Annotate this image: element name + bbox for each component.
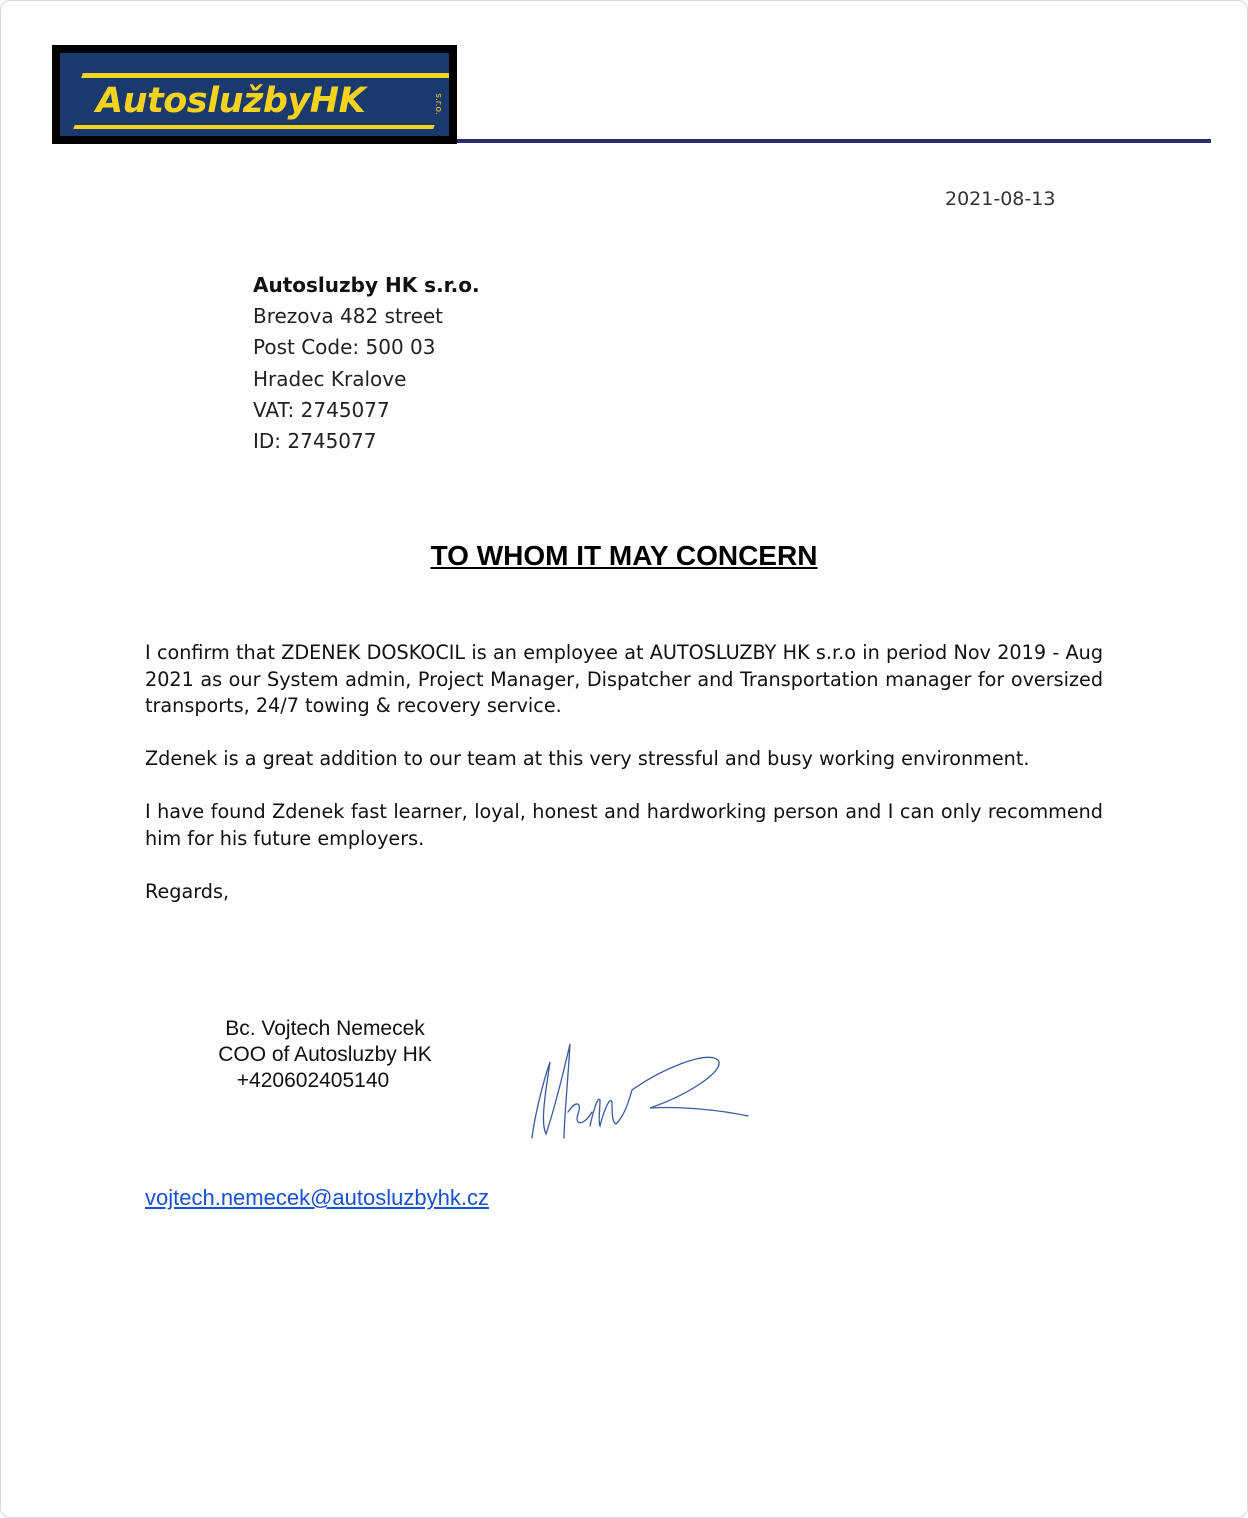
logo-wordmark: AutoslužbyHK [96, 81, 366, 121]
letter-body [145, 640, 1103, 932]
logo-panel [60, 53, 449, 136]
body-paragraph: Zdenek is a great addition to our team at this very stressful and busy working environment. [145, 747, 1030, 770]
letter-heading: TO WHOM IT MAY CONCERN [430, 540, 818, 571]
signer-phone: +420602405140 [236, 1069, 390, 1092]
address-city: Hradec Kralove [253, 366, 407, 391]
address-vat: VAT: 2745077 [253, 397, 390, 422]
header-rule [457, 139, 1211, 143]
body-paragraph: I have found Zdenek fast learner, loyal, honest and hardworking person and I can only recommend him for his future employers. [145, 800, 1103, 850]
address-post-code: Post Code: 500 03 [253, 335, 436, 360]
closing-line: Regards, [145, 879, 230, 903]
company-logo [52, 45, 457, 144]
logo-stripe [81, 73, 449, 78]
address-company: Autosluzby HK s.r.o. [253, 273, 480, 297]
logo-suffix: s.r.o. [432, 93, 443, 115]
signer-name: Bc. Vojtech Nemecek [225, 1017, 425, 1040]
signer-title: COO of Autosluzby HK [218, 1043, 432, 1066]
body-paragraph: I confirm that ZDENEK DOSKOCIL is an employee at AUTOSLUZBY HK s.r.o in period Nov 2019 - Aug 2021 as our System admin, Project Manager, Dispatcher and Transportation manager for oversized transports, 24/7 towing & recovery service. [145, 641, 1103, 717]
address-id: ID: 2745077 [253, 429, 377, 454]
handwritten-signature [520, 1030, 760, 1150]
address-street: Brezova 482 street [253, 304, 444, 329]
letter-date: 2021-08-13 [945, 188, 1056, 210]
logo-stripe [73, 125, 434, 129]
recipient-address [253, 270, 480, 457]
email-link[interactable]: vojtech.nemecek@autosluzbyhk.cz [145, 1185, 489, 1210]
signer-block [200, 1016, 450, 1094]
